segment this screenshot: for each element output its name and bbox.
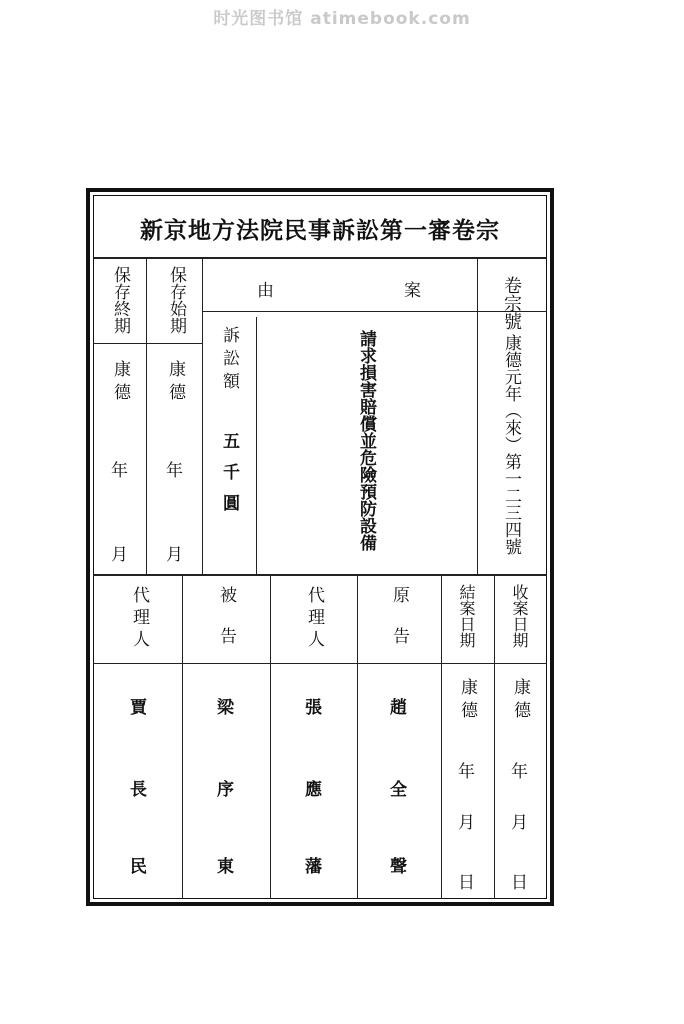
plaintiff-name-char: 聲	[390, 857, 407, 877]
divider-v	[182, 576, 183, 899]
filing-date-label: 收案日期	[510, 584, 529, 648]
closing-date-day-unit: 日	[458, 873, 475, 893]
plaintiff-agent-label: 代理人	[304, 586, 324, 652]
case-number-label: 卷宗號	[501, 276, 522, 330]
claim-amount-label: 訴訟額	[219, 326, 239, 395]
filing-date-day-unit: 日	[511, 873, 528, 893]
plaintiff-agent-name-char: 藩	[305, 857, 322, 877]
divider-v	[270, 576, 271, 899]
divider-v	[146, 259, 147, 574]
retention-end-label: 保存終期	[110, 266, 130, 334]
plaintiff-agent-name-char: 張	[305, 698, 322, 718]
divider-v	[477, 259, 478, 574]
retention-start-era: 康德	[165, 360, 185, 406]
divider-h	[93, 343, 202, 344]
plaintiff-agent-name-char: 應	[305, 780, 322, 800]
case-cause-label-right: 案	[404, 281, 421, 301]
defendant-name-char: 序	[217, 780, 234, 800]
defendant-name-char: 梁	[217, 698, 234, 718]
divider-h	[202, 311, 477, 312]
case-number-value: 康德元年（來）第一二三四號	[501, 334, 521, 555]
defendant-agent-name-char: 賈	[130, 698, 147, 718]
watermark-text: 时光图书馆 atimebook.com	[213, 9, 471, 29]
filing-date-year-unit: 年	[511, 762, 528, 782]
plaintiff-label: 原告	[389, 586, 409, 668]
retention-start-label: 保存始期	[166, 266, 186, 334]
divider-v	[494, 576, 495, 899]
divider-h	[93, 663, 547, 664]
defendant-name-char: 東	[217, 857, 234, 877]
closing-date-label: 結案日期	[457, 584, 476, 648]
retention-start-year-unit: 年	[166, 461, 183, 481]
retention-end-month-unit: 月	[111, 545, 128, 565]
case-cause-text: 請求損害賠償並危險預防設備	[356, 330, 376, 551]
divider-v	[256, 317, 257, 574]
case-cause-label-left: 由	[257, 281, 274, 301]
retention-end-year-unit: 年	[111, 461, 128, 481]
defendant-agent-name-char: 民	[130, 857, 147, 877]
defendant-label: 被告	[216, 586, 236, 668]
retention-end-era: 康德	[110, 360, 130, 406]
retention-start-month-unit: 月	[166, 545, 183, 565]
plaintiff-name-char: 趙	[390, 698, 407, 718]
closing-date-month-unit: 月	[458, 813, 475, 833]
plaintiff-name-char: 全	[390, 780, 407, 800]
defendant-agent-label: 代理人	[129, 586, 149, 652]
divider-v	[441, 576, 442, 899]
divider-v	[202, 259, 203, 574]
defendant-agent-name-char: 長	[130, 780, 147, 800]
claim-amount-value: 五千圓	[219, 432, 239, 525]
closing-date-era: 康德	[457, 678, 477, 724]
divider-v	[357, 576, 358, 899]
filing-date-era: 康德	[510, 678, 530, 724]
filing-date-month-unit: 月	[511, 813, 528, 833]
document-title: 新京地方法院民事訴訟第一審卷宗	[140, 217, 500, 244]
closing-date-year-unit: 年	[458, 762, 475, 782]
title-divider	[93, 257, 547, 259]
middle-divider	[93, 574, 547, 576]
